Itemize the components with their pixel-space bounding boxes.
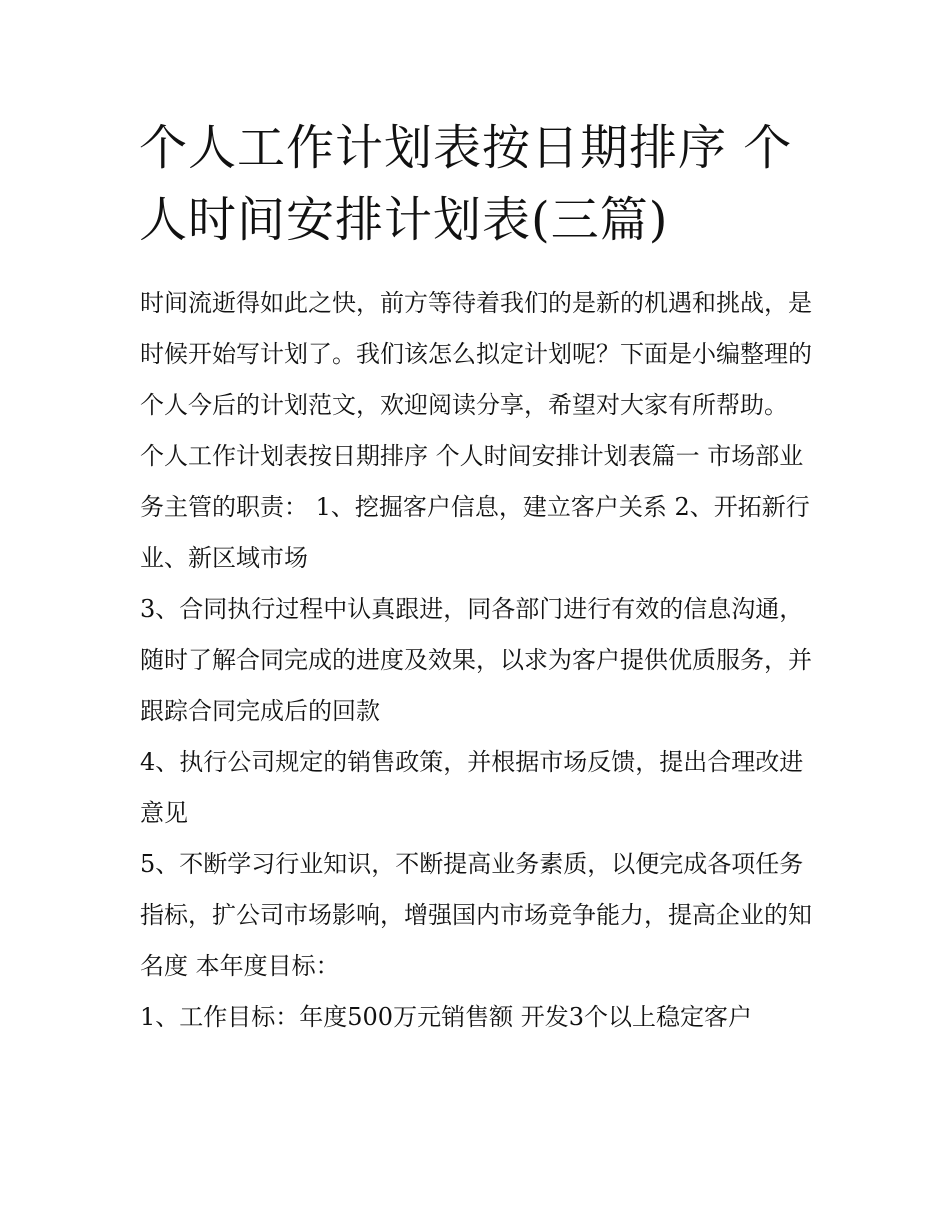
paragraph-item-5: 5、不断学习行业知识，不断提高业务素质，以便完成各项任务指标，扩公司市场影响，增强国内市场竞争能力，提高企业的知名度 本年度目标： [140, 850, 812, 980]
paragraph-goal-1: 1、工作目标：年度500万元销售额 开发3个以上稳定客户 [140, 1003, 752, 1031]
document-body [140, 278, 820, 1043]
paragraph-item-3: 3、合同执行过程中认真跟进，同各部门进行有效的信息沟通，随时了解合同完成的进度及效果，以求为客户提供优质服务，并跟踪合同完成后的回款 [140, 595, 812, 725]
document-title: 个人工作计划表按日期排序 个人时间安排计划表(三篇) [139, 120, 793, 248]
paragraph-section-one: 个人工作计划表按日期排序 个人时间安排计划表篇一 市场部业务主管的职责： 1、挖掘客户信息，建立客户关系 2、开拓新行业、新区域市场 [140, 442, 810, 572]
paragraph-item-4: 4、执行公司规定的销售政策，并根据市场反馈，提出合理改进意见 [140, 748, 804, 827]
paragraph-intro: 时间流逝得如此之快，前方等待着我们的是新的机遇和挑战，是时候开始写计划了。我们该怎么拟定计划呢？下面是小编整理的个人今后的计划范文，欢迎阅读分享，希望对大家有所帮助。 [140, 289, 812, 419]
